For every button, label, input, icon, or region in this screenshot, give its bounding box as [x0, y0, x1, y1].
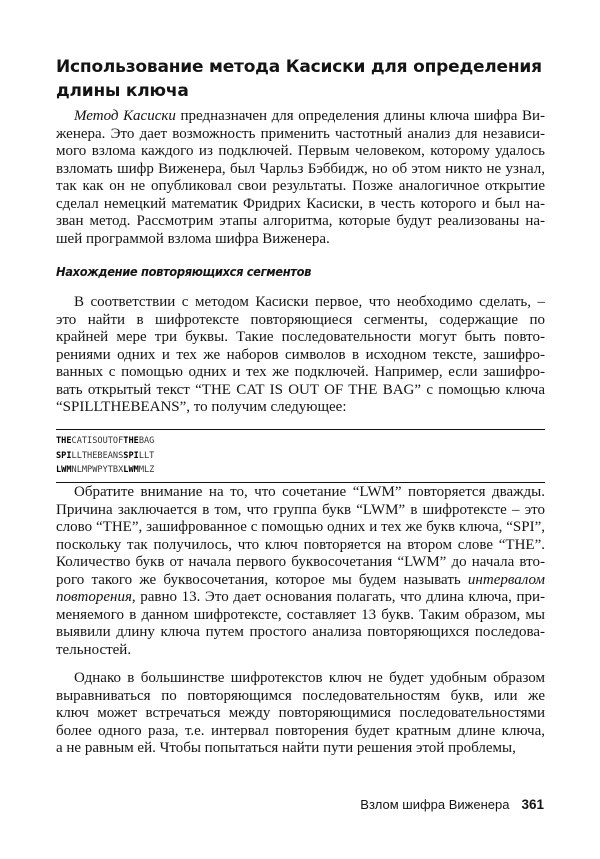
- text-line: [56, 642, 545, 660]
- code-line: [56, 449, 154, 464]
- italic-term: повторения: [56, 589, 132, 605]
- text-segment: выявили длину ключа путем простого анализа повторяющихся последова-: [56, 624, 545, 640]
- text-line: [56, 554, 545, 572]
- code-segment: BAG: [138, 436, 155, 446]
- code-listing: [56, 434, 154, 478]
- text-segment: слово “THE”, зашифрованное с помощью одних и тех же букв ключа, “SPI”,: [56, 519, 545, 535]
- text-line: [56, 670, 545, 688]
- highlighted-trigram: SPI: [56, 450, 72, 461]
- running-title: Взлом шифра Виженера: [360, 797, 510, 812]
- text-segment: сделал немецкий математик Фридрих Касиски, в честь которого и был на-: [56, 195, 545, 212]
- text-line: [56, 399, 545, 417]
- code-segment: LLTHEBEANS: [71, 450, 124, 461]
- text-line: [56, 126, 545, 144]
- page-number: 361: [521, 797, 544, 812]
- text-segment: В соответствии с методом Касиски первое, что необходимо сделать, –: [74, 294, 545, 310]
- text-segment: Обратите внимание на то, что сочетание “LWM” повторяется дважды.: [74, 484, 545, 500]
- text-line: [56, 624, 545, 642]
- highlighted-trigram: LWM: [123, 465, 139, 475]
- text-segment: а не равным ей. Чтобы попытаться найти пути решения этой проблемы,: [56, 740, 516, 756]
- text-segment: зван метод. Рассмотрим этапы алгоритма, которые будут реализованы на-: [56, 213, 545, 229]
- code-segment: LLT: [138, 450, 155, 461]
- text-segment: Причина заключается в том, что группа букв “LWM” в шифротексте – это: [56, 501, 545, 518]
- code-line: [56, 434, 154, 449]
- code-segment: CATISOUTOF: [71, 436, 124, 446]
- text-line: [56, 382, 545, 400]
- code-segment: NLMPWPYTBX: [71, 465, 124, 475]
- text-line: [56, 364, 545, 382]
- text-segment: шей программой взлома шифра Виженера.: [56, 230, 330, 247]
- text-segment: более одного раза, т.е. интервал повторения будет кратным длине ключа,: [56, 722, 545, 739]
- text-segment: так как он не опубликовал свои результаты. Позже аналогичное открытие: [56, 178, 545, 194]
- code-top-rule: [56, 429, 545, 430]
- text-segment: рениями одних и тех же наборов символов в исходном тексте, зашифро-: [56, 346, 545, 363]
- text-segment: это найти в шифротексте повторяющиеся сегменты, содержащие по: [56, 311, 545, 328]
- text-segment: рого такого же буквосочетания, которое мы будем называть: [56, 571, 468, 588]
- text-line: [56, 196, 545, 214]
- text-segment: ванных с помощью одних и тех же подключей. Например, если зашифро-: [56, 364, 545, 380]
- text-segment: предназначен для определения длины ключа шифра Ви-: [175, 108, 545, 124]
- text-segment: Однако в большинстве шифротекстов ключ не будет удобным образом: [74, 670, 545, 686]
- text-segment: вать открытый текст “THE CAT IS OUT OF THE BAG” с помощью ключа: [56, 381, 545, 398]
- text-segment: “SPILLTHEBEANS”, то получим следующее:: [56, 399, 347, 415]
- text-line: [56, 312, 545, 330]
- text-line: [56, 231, 545, 249]
- italic-term: интервалом: [467, 571, 545, 588]
- highlighted-trigram: LWM: [56, 465, 72, 475]
- text-segment: Количество букв от начала первого буквосочетания “LWM” до начала вто-: [56, 554, 545, 570]
- text-line: [56, 178, 545, 196]
- code-segment: MLZ: [138, 465, 155, 475]
- highlighted-trigram: THE: [123, 436, 139, 446]
- text-line: [56, 161, 545, 179]
- text-segment: взломать шифр Виженера, был Чарльз Бэббидж, но об этом никто не узнал,: [56, 160, 545, 177]
- highlighted-trigram: THE: [56, 436, 72, 446]
- text-line: [56, 143, 545, 161]
- text-segment: , равно 13. Это дает основания полагать, что длина ключа, при-: [131, 589, 545, 605]
- text-line: [56, 740, 545, 758]
- section-heading-line-2: длины ключа: [56, 81, 189, 101]
- text-line: [56, 607, 545, 625]
- italic-term: Метод Касиски: [74, 108, 176, 124]
- paragraph-repeated-segments: [56, 294, 545, 417]
- highlighted-trigram: SPI: [123, 450, 139, 461]
- section-heading-line-1: Использование метода Касиски для определения: [56, 57, 542, 77]
- text-line: [56, 213, 545, 231]
- text-segment: крайней мере три буквы. Такие последовательности могут быть повто-: [56, 329, 545, 345]
- text-line: [56, 108, 545, 126]
- text-segment: тельностей.: [56, 641, 132, 658]
- text-segment: меняемого в данном шифротексте, составляет 13 букв. Таким образом, мы: [56, 606, 545, 623]
- text-line: [56, 347, 545, 365]
- text-line: [56, 502, 545, 520]
- text-segment: поскольку так получилось, что ключ повторяется на втором слове “THE”.: [56, 536, 545, 553]
- text-line: [56, 723, 545, 741]
- text-segment: ключ может встречаться между повторяющимися последовательностями: [56, 705, 545, 721]
- subheading: Нахождение повторяющихся сегментов: [56, 264, 312, 279]
- text-segment: женера. Это дает возможность применить частотный анализ для независи-: [56, 125, 545, 142]
- text-line: [56, 294, 545, 312]
- text-line: [56, 589, 545, 607]
- text-line: [56, 537, 545, 555]
- text-line: [56, 519, 545, 537]
- text-line: [56, 688, 545, 706]
- text-segment: мого взлома каждого из подключей. Первым человеком, которому удалось: [56, 143, 545, 159]
- code-bottom-rule: [56, 482, 545, 483]
- paragraph-kasiski-intro: [56, 108, 545, 248]
- paragraph-lwm-explanation: [56, 484, 545, 659]
- page-footer: [360, 797, 544, 812]
- text-line: [56, 329, 545, 347]
- code-line: [56, 463, 154, 478]
- paragraph-multiple-intervals: [56, 670, 545, 758]
- text-line: [56, 705, 545, 723]
- text-line: [56, 572, 545, 590]
- text-segment: выравниваться по повторяющимся последовательностям букв, или же: [56, 687, 545, 704]
- text-line: [56, 484, 545, 502]
